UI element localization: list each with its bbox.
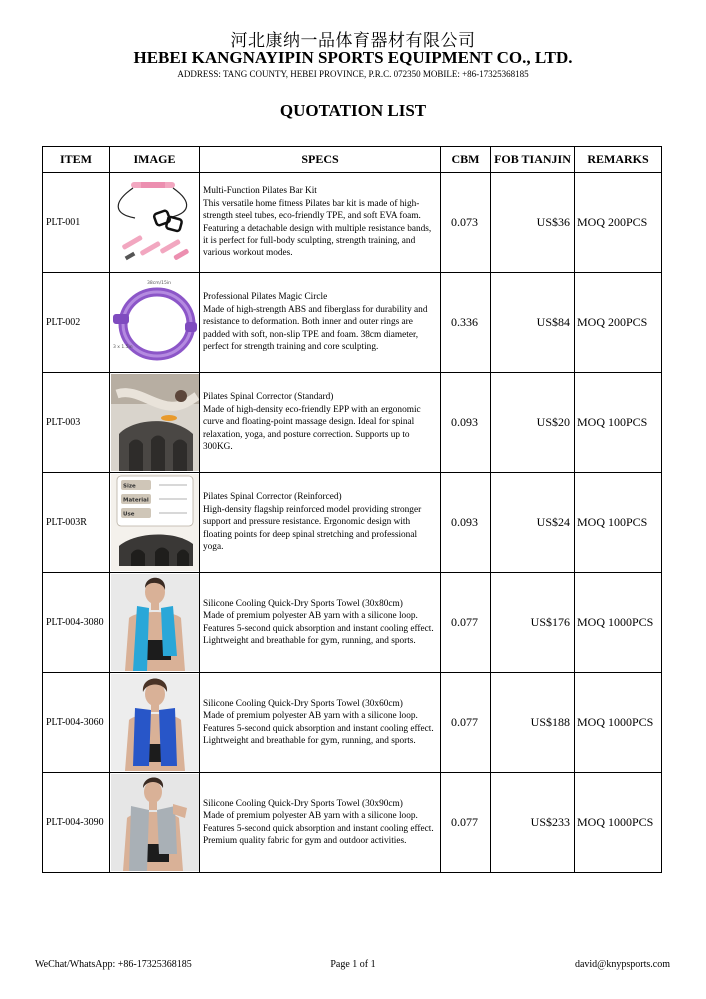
spec-line: 300KG. bbox=[203, 442, 233, 453]
cbm-value: 0.077 bbox=[441, 673, 491, 773]
header-remarks: REMARKS bbox=[575, 147, 662, 173]
item-code: PLT-002 bbox=[43, 273, 110, 373]
table-row bbox=[43, 373, 662, 473]
spec-title: Professional Pilates Magic Circle bbox=[203, 292, 328, 303]
fob-price: US$84 bbox=[491, 273, 575, 373]
product-image bbox=[110, 473, 200, 573]
spec-line: yoga. bbox=[203, 542, 224, 553]
spec-line: Features 5-second quick absorption and instant cooling effect. bbox=[203, 723, 434, 734]
remarks-moq: MOQ 1000PCS bbox=[575, 673, 662, 773]
product-specs bbox=[200, 273, 441, 373]
fob-price: US$176 bbox=[491, 573, 575, 673]
item-code: PLT-003 bbox=[43, 373, 110, 473]
spec-line: Made of high-strength ABS and fiberglass for durability and bbox=[203, 304, 428, 315]
spec-line: Featuring a detachable design with multiple resistance bands, bbox=[203, 223, 432, 234]
cbm-value: 0.093 bbox=[441, 373, 491, 473]
spec-line: This versatile home fitness Pilates bar kit is made of high- bbox=[203, 198, 420, 209]
product-specs bbox=[200, 773, 441, 873]
fob-price: US$233 bbox=[491, 773, 575, 873]
fob-price: US$20 bbox=[491, 373, 575, 473]
spec-line: curve and floating-point massage design. Ideal for spinal bbox=[203, 417, 415, 428]
spec-title: Pilates Spinal Corrector (Reinforced) bbox=[203, 492, 342, 503]
cbm-value: 0.077 bbox=[441, 573, 491, 673]
footer-email: david@knypsports.com bbox=[574, 959, 670, 970]
table-row bbox=[43, 473, 662, 573]
pilates-bar-kit-icon bbox=[111, 174, 199, 271]
pilates-ring-icon bbox=[111, 274, 199, 371]
spec-line: Made of premium polyester AB yarn with a silicone loop. bbox=[203, 611, 418, 622]
ring-size-caption: 38cm/15in bbox=[146, 281, 171, 286]
spec-line: Made of high-density eco-friendly EPP with an ergonomic bbox=[203, 404, 421, 415]
item-code: PLT-004-3080 bbox=[43, 573, 110, 673]
table-row bbox=[43, 773, 662, 873]
header-specs: SPECS bbox=[200, 147, 441, 173]
remarks-moq: MOQ 1000PCS bbox=[575, 573, 662, 673]
company-address: ADDRESS: TANG COUNTY, HEBEI PROVINCE, P.R.C. 072350 MOBILE: +86-17325368185 bbox=[177, 69, 529, 79]
spec-line: Lightweight and breathable for gym, running, and sports. bbox=[203, 735, 416, 746]
cbm-value: 0.093 bbox=[441, 473, 491, 573]
remarks-moq: MOQ 100PCS bbox=[575, 373, 662, 473]
remarks-moq: MOQ 100PCS bbox=[575, 473, 662, 573]
product-specs bbox=[200, 473, 441, 573]
spec-title: Silicone Cooling Quick-Dry Sports Towel (30x80cm) bbox=[203, 598, 403, 609]
spec-title: Multi-Function Pilates Bar Kit bbox=[203, 186, 317, 197]
remarks-moq: MOQ 1000PCS bbox=[575, 773, 662, 873]
table-row bbox=[43, 273, 662, 373]
footer-page-number: Page 1 of 1 bbox=[330, 959, 376, 970]
table-header-row bbox=[43, 147, 662, 173]
product-specs bbox=[200, 173, 441, 273]
spec-line: High-density flagship reinforced model providing stronger bbox=[203, 504, 422, 515]
item-code: PLT-004-3060 bbox=[43, 673, 110, 773]
product-specs bbox=[200, 573, 441, 673]
cbm-value: 0.336 bbox=[441, 273, 491, 373]
header-image: IMAGE bbox=[110, 147, 200, 173]
product-image bbox=[110, 173, 200, 273]
table-row bbox=[43, 173, 662, 273]
header-item: ITEM bbox=[43, 147, 110, 173]
spec-line: Features 5-second quick absorption and instant cooling effect. bbox=[203, 623, 434, 634]
spec-title: Silicone Cooling Quick-Dry Sports Towel (30x90cm) bbox=[203, 798, 403, 809]
company-name-english: HEBEI KANGNAYIPIN SPORTS EQUIPMENT CO., LTD. bbox=[133, 48, 573, 67]
spec-line: support and pressure resistance. Ergonomic design with bbox=[203, 517, 411, 528]
spec-line: strength steel tubes, eco-friendly TPE, and soft EVA foam. bbox=[203, 211, 421, 222]
item-code: PLT-003R bbox=[43, 473, 110, 573]
table-row bbox=[43, 573, 662, 673]
cooling-towel-cyan-icon bbox=[111, 574, 199, 671]
cbm-value: 0.073 bbox=[441, 173, 491, 273]
footer-contact: WeChat/WhatsApp: +86-17325368185 bbox=[35, 959, 192, 970]
product-image bbox=[110, 773, 200, 873]
header-cbm: CBM bbox=[441, 147, 491, 173]
spec-line: resistance to deformation. Both inner and outer rings are bbox=[203, 317, 413, 328]
cbm-value: 0.077 bbox=[441, 773, 491, 873]
quotation-table bbox=[42, 146, 662, 873]
spec-card-material-label: Material bbox=[122, 497, 149, 504]
table-row bbox=[43, 673, 662, 773]
spec-line: Made of premium polyester AB yarn with a silicone loop. bbox=[203, 811, 418, 822]
product-image bbox=[110, 573, 200, 673]
remarks-moq: MOQ 200PCS bbox=[575, 273, 662, 373]
fob-price: US$36 bbox=[491, 173, 575, 273]
cooling-towel-blue-icon bbox=[111, 674, 199, 771]
spec-line: Features 5-second quick absorption and instant cooling effect. bbox=[203, 823, 434, 834]
cooling-towel-gray-icon bbox=[111, 774, 199, 871]
spec-line: padded with soft, non-slip TPE and foam. 38cm diameter, bbox=[203, 329, 419, 340]
product-image bbox=[110, 373, 200, 473]
spec-line: Premium quality fabric for gym and outdoor activities. bbox=[203, 835, 407, 846]
remarks-moq: MOQ 200PCS bbox=[575, 173, 662, 273]
item-code: PLT-001 bbox=[43, 173, 110, 273]
spinal-corrector-in-use-icon bbox=[111, 374, 199, 471]
spec-line: Made of premium polyester AB yarn with a silicone loop. bbox=[203, 711, 418, 722]
spec-line: various workout modes. bbox=[203, 248, 293, 259]
spec-line: relaxation, yoga, and posture correction. Supports up to bbox=[203, 429, 410, 440]
spec-line: it is perfect for full-body sculpting, strength training, and bbox=[203, 235, 416, 246]
fob-price: US$188 bbox=[491, 673, 575, 773]
spinal-corrector-spec-card-icon bbox=[111, 474, 199, 571]
spec-line: floating points for deep spinal stretching and professional bbox=[203, 529, 418, 540]
company-name-chinese: 河北康纳一品体育器材有限公司 bbox=[230, 31, 476, 51]
spec-card-size-label: Size bbox=[122, 483, 136, 490]
spec-card-use-label: Use bbox=[122, 511, 134, 518]
fob-price: US$24 bbox=[491, 473, 575, 573]
product-specs bbox=[200, 373, 441, 473]
ring-grip-caption: 3 x 1.5in bbox=[112, 345, 133, 350]
item-code: PLT-004-3090 bbox=[43, 773, 110, 873]
spec-title: Silicone Cooling Quick-Dry Sports Towel (30x60cm) bbox=[203, 698, 403, 709]
product-specs bbox=[200, 673, 441, 773]
product-image bbox=[110, 273, 200, 373]
spec-title: Pilates Spinal Corrector (Standard) bbox=[203, 392, 334, 403]
product-image bbox=[110, 673, 200, 773]
spec-line: perfect for strength training and core sculpting. bbox=[203, 342, 379, 353]
spec-line: Lightweight and breathable for gym, running, and sports. bbox=[203, 635, 416, 646]
document-title: QUOTATION LIST bbox=[279, 101, 427, 120]
header-fob: FOB TIANJIN bbox=[491, 147, 575, 173]
